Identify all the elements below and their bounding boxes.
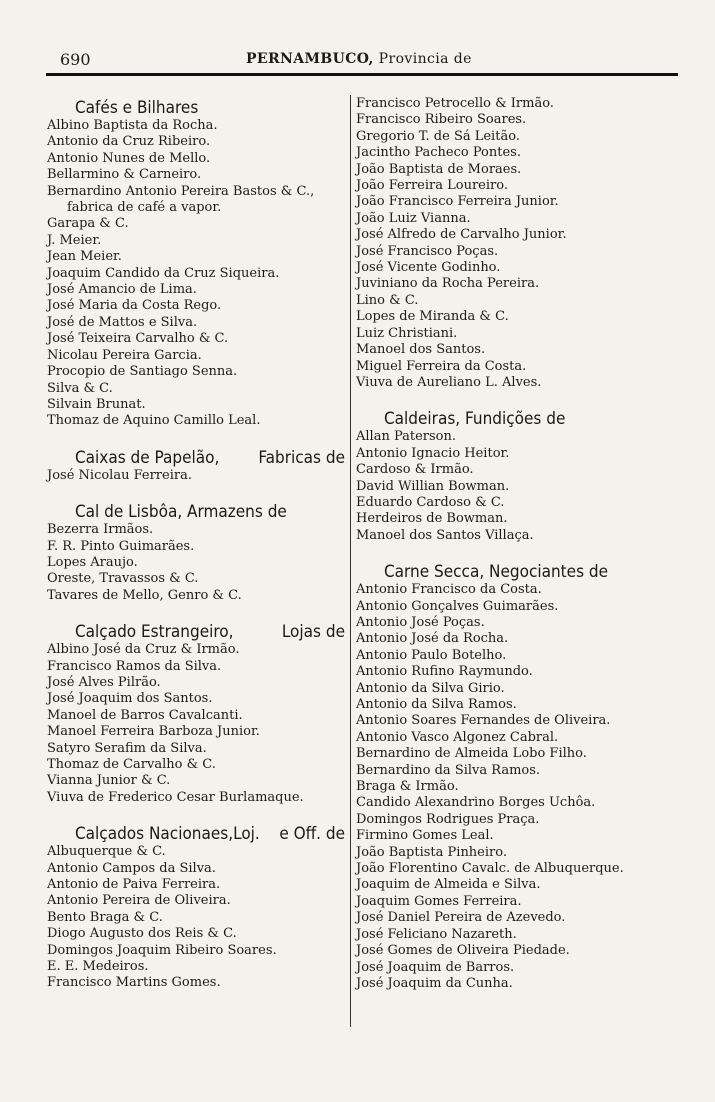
heading-part: e Off. de	[279, 824, 345, 845]
list-item: José Nicolau Ferreira.	[47, 467, 192, 483]
section-heading	[47, 448, 345, 468]
running-title-bold: PERNAMBUCO,	[246, 51, 374, 67]
list-item: Bernardino Antonio Pereira Bastos & C.,	[47, 183, 315, 199]
section-heading: Caldeiras, Fundições de	[384, 409, 566, 430]
list-item: Vianna Junior & C.	[47, 773, 171, 789]
list-item: Joaquim de Almeida e Silva.	[356, 877, 541, 893]
heading-part: Caixas de Papelão,	[75, 447, 220, 468]
section-heading: Carne Secca, Negociantes de	[384, 562, 609, 583]
list-item: David Willian Bowman.	[356, 478, 510, 494]
left-column	[47, 98, 345, 992]
list-item: Antonio Ignacio Heitor.	[356, 445, 510, 461]
list-item: Oreste, Travassos & C.	[47, 571, 199, 587]
list-item: José Feliciano Nazareth.	[356, 926, 517, 942]
list-item: J. Meier.	[47, 232, 102, 248]
list-item: Francisco Ribeiro Soares.	[356, 112, 527, 128]
list-item: José Amancio de Lima.	[47, 282, 197, 298]
list-item: F. R. Pinto Guimarães.	[47, 538, 195, 554]
list-item: Francisco Ramos da Silva.	[47, 658, 222, 674]
entry-list	[47, 468, 345, 484]
list-item: Herdeiros de Bowman.	[356, 511, 508, 527]
list-item: Luiz Christiani.	[356, 325, 458, 341]
list-item: Antonio Vasco Algonez Cabral.	[356, 729, 559, 745]
list-item: Bezerra Irmãos.	[47, 522, 154, 538]
list-item: Jean Meier.	[47, 249, 122, 265]
list-item: José Maria da Costa Rego.	[47, 298, 222, 314]
list-item: Juviniano da Rocha Pereira.	[356, 276, 540, 292]
list-item: José Gomes de Oliveira Piedade.	[356, 943, 570, 959]
list-item: Domingos Rodrigues Praça.	[356, 811, 540, 827]
list-item: Manoel dos Santos Villaça.	[356, 527, 534, 543]
list-item: Antonio Nunes de Mello.	[47, 150, 211, 166]
list-item: Antonio Paulo Botelho.	[356, 647, 507, 663]
list-item: Manoel de Barros Cavalcanti.	[47, 707, 243, 723]
list-item: Allan Paterson.	[356, 429, 457, 445]
list-item: Firmino Gomes Leal.	[356, 828, 494, 844]
list-item: Antonio da Cruz Ribeiro.	[47, 134, 211, 150]
list-item: Silva & C.	[47, 380, 113, 396]
list-item: José Joaquim de Barros.	[356, 959, 515, 975]
list-item: João Ferreira Loureiro.	[356, 178, 508, 194]
list-item: Antonio de Paiva Ferreira.	[47, 877, 221, 893]
heading-part: Fabricas de	[258, 447, 345, 468]
list-item: Miguel Ferreira da Costa.	[356, 358, 527, 374]
list-item: Braga & Irmão.	[356, 779, 459, 795]
list-item: Procopio de Santiago Senna.	[47, 364, 238, 380]
entry-list	[356, 582, 666, 992]
list-item: Satyro Serafim da Silva.	[47, 740, 207, 756]
list-item: Viuva de Frederico Cesar Burlamaque.	[47, 789, 304, 805]
list-item: Antonio José Poças.	[356, 614, 485, 630]
list-item: Antonio da Silva Girio.	[356, 680, 505, 696]
section-heading: Cafés e Bilhares	[75, 98, 199, 118]
running-title	[246, 51, 472, 67]
list-item: Lino & C.	[356, 292, 419, 308]
header-rule	[46, 73, 678, 76]
list-item: João Luiz Vianna.	[356, 210, 471, 226]
section-heading	[47, 622, 345, 642]
list-item: Thomaz de Carvalho & C.	[47, 757, 216, 772]
list-item: Thomaz de Aquino Camillo Leal.	[47, 413, 261, 429]
list-item: Antonio Campos da Silva.	[47, 860, 216, 876]
list-item: Joaquim Gomes Ferreira.	[356, 893, 522, 909]
list-item: fabrica de café a vapor.	[67, 200, 222, 216]
list-item: Antonio Pereira de Oliveira.	[47, 893, 231, 909]
list-item: José Alves Pilrão.	[47, 674, 161, 690]
entry-list	[47, 522, 345, 604]
list-item: Gregorio T. de Sá Leitão.	[356, 128, 520, 144]
list-item: Bernardino da Silva Ramos.	[356, 762, 541, 778]
list-item: Tavares de Mello, Genro & C.	[47, 587, 242, 603]
list-item: Bellarmino & Carneiro.	[47, 167, 202, 183]
list-item: Diogo Augusto dos Reis & C.	[47, 926, 237, 942]
heading-part: Lojas de	[281, 622, 345, 643]
entry-list	[47, 118, 345, 430]
list-item: José Vicente Godinho.	[356, 260, 501, 276]
page-number: 690	[60, 50, 91, 69]
list-item: Antonio da Silva Ramos.	[356, 697, 517, 712]
list-item: Antonio Rufino Raymundo.	[356, 664, 533, 680]
entry-list	[356, 429, 666, 544]
list-item: Francisco Martins Gomes.	[47, 975, 221, 991]
column-divider	[350, 95, 351, 1027]
list-item: Lopes Araujo.	[47, 554, 138, 570]
list-item: José Joaquim dos Santos.	[47, 691, 213, 707]
list-item: Antonio Soares Fernandes de Oliveira.	[356, 713, 611, 729]
list-item: Antonio José da Rocha.	[356, 631, 509, 647]
list-item: José Daniel Pereira de Azevedo.	[356, 910, 566, 926]
list-item: João Baptista Pinheiro.	[356, 844, 507, 860]
right-column	[356, 96, 666, 992]
list-item: João Francisco Ferreira Junior.	[356, 194, 559, 210]
list-item: Domingos Joaquim Ribeiro Soares.	[47, 942, 277, 958]
list-item: Bernardino de Almeida Lobo Filho.	[356, 746, 587, 762]
list-item: Antonio Gonçalves Guimarães.	[356, 598, 559, 614]
list-item: Candido Alexandrino Borges Uchôa.	[356, 795, 596, 811]
heading-part: Calçados Nacionaes,Loj.	[75, 824, 260, 845]
list-item: Eduardo Cardoso & C.	[356, 494, 505, 510]
list-item: Jacintho Pacheco Pontes.	[356, 145, 521, 161]
list-item: José Alfredo de Carvalho Junior.	[356, 227, 567, 243]
running-title-rest: Provincia de	[373, 51, 472, 67]
list-item: Albino Baptista da Rocha.	[47, 118, 218, 133]
list-item: José de Mattos e Silva.	[47, 314, 198, 330]
page-header	[46, 50, 678, 72]
list-item: Silvain Brunat.	[47, 396, 146, 412]
list-item: Manoel dos Santos.	[356, 342, 486, 358]
entry-list	[356, 96, 666, 391]
list-item: Albino José da Cruz & Irmão.	[47, 642, 240, 658]
list-item: João Florentino Cavalc. de Albuquerque.	[356, 861, 624, 877]
list-item: Viuva de Aureliano L. Alves.	[356, 374, 542, 390]
list-item: Bento Braga & C.	[47, 909, 163, 925]
list-item: Manoel Ferreira Barboza Junior.	[47, 724, 260, 740]
entry-list	[47, 844, 345, 992]
list-item: E. E. Medeiros.	[47, 959, 149, 975]
list-item: João Baptista de Moraes.	[356, 161, 522, 177]
list-item: José Teixeira Carvalho & C.	[47, 331, 229, 347]
entry-list	[47, 642, 345, 806]
list-item: Francisco Petrocello & Irmão.	[356, 96, 554, 111]
list-item: José Francisco Poças.	[356, 243, 499, 259]
list-item: José Joaquim da Cunha.	[356, 975, 513, 991]
list-item: Albuquerque & C.	[47, 844, 166, 860]
section-heading	[47, 824, 345, 844]
list-item: Cardoso & Irmão.	[356, 462, 474, 478]
list-item: Nicolau Pereira Garcia.	[47, 347, 202, 363]
heading-part: Calçado Estrangeiro,	[75, 622, 234, 643]
list-item: Joaquim Candido da Cruz Siqueira.	[47, 265, 280, 281]
list-item: Antonio Francisco da Costa.	[356, 582, 542, 598]
section-heading: Cal de Lisbôa, Armazens de	[75, 502, 287, 523]
list-item: Garapa & C.	[47, 216, 129, 232]
list-item: Lopes de Miranda & C.	[356, 309, 509, 325]
